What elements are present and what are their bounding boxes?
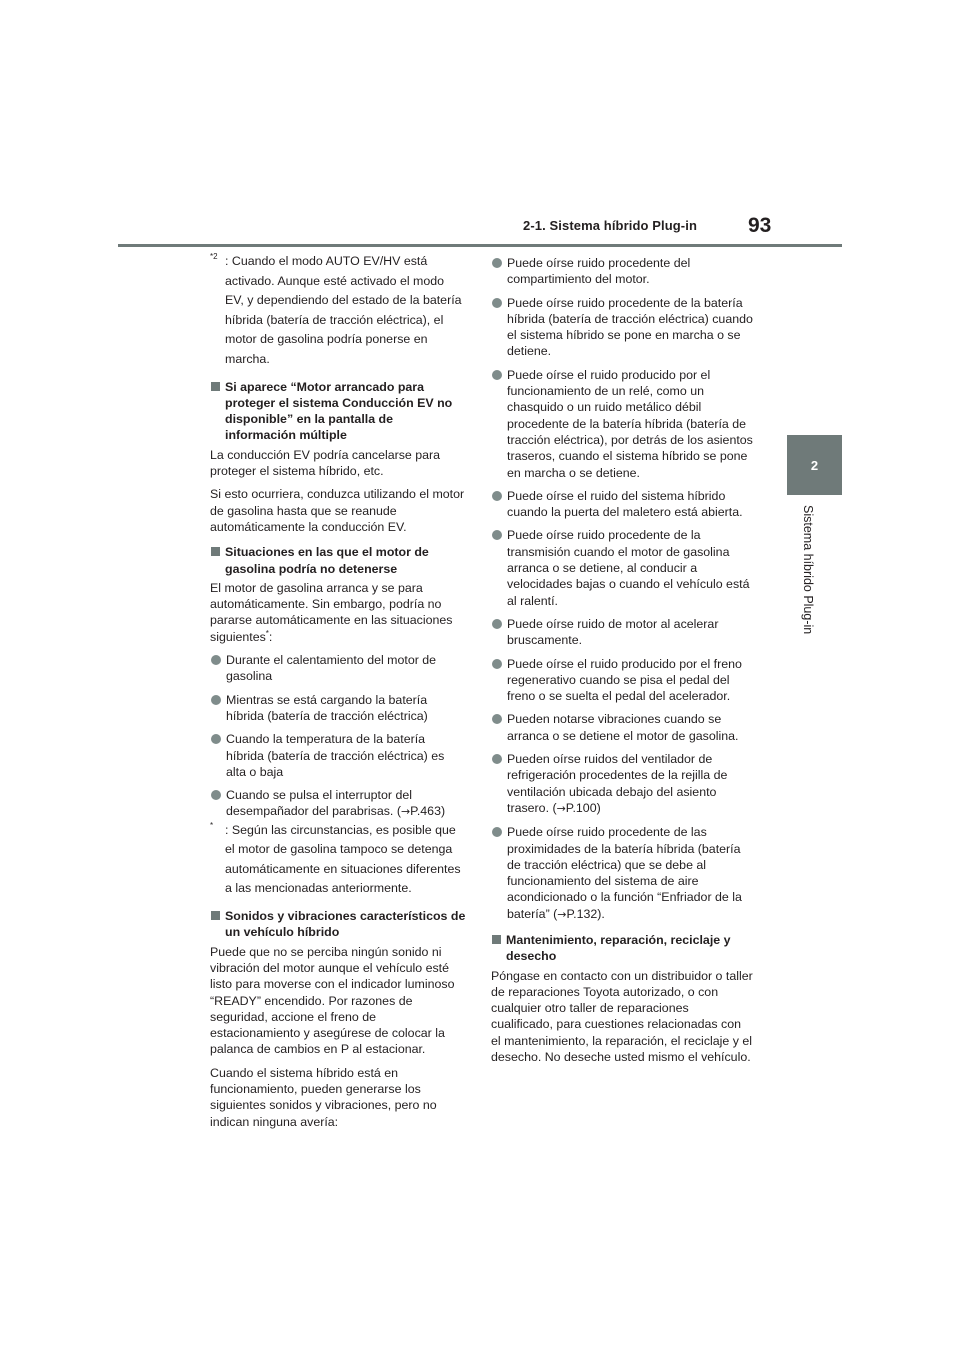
footnote-mark: * <box>210 820 214 830</box>
square-bullet-icon <box>211 911 220 920</box>
bullet-icon <box>492 298 502 308</box>
heading-engine-not-stop <box>210 544 466 577</box>
arrow-right-icon: → <box>556 801 566 815</box>
bullet-icon <box>492 714 502 724</box>
page-reference[interactable]: P.463) <box>410 804 446 819</box>
section-title: 2-1. Sistema híbrido Plug-in <box>523 218 697 233</box>
footnote-ref: * <box>265 628 269 638</box>
bullet-icon <box>211 695 221 705</box>
heading-text: Sonidos y vibraciones característicos de un vehículo híbrido <box>225 909 466 940</box>
heading-ev-cancelled <box>210 379 466 444</box>
left-column <box>210 252 466 1137</box>
bullet-icon <box>492 659 502 669</box>
paragraph: Puede que no se perciba ningún sonido ni vibración del motor aunque el vehículo esté listo para moverse con el indicador luminoso “READY” encendido. Por razones de seguridad, accione el freno de estacionamiento y asegúrese de colocar la palanca de cambios en P al estacionar. <box>210 944 455 1057</box>
heading-text: Situaciones en las que el motor de gasolina podría no detenerse <box>225 545 429 576</box>
footnote-text: : Cuando el modo AUTO EV/HV está activado. Aunque esté activado el modo EV, y dependiendo del estado de la batería híbrida (batería de tracción eléctrica), el motor de gasolina podría ponerse en marcha. <box>225 254 462 366</box>
list-item: Mientras se está cargando la batería híbrida (batería de tracción eléctrica) <box>210 692 466 725</box>
footnote-mark: *2 <box>210 251 218 261</box>
heading-text: Mantenimiento, reparación, reciclaje y desecho <box>506 932 731 964</box>
bullet-icon <box>492 754 502 764</box>
page-reference[interactable]: P.100) <box>565 800 601 815</box>
paragraph: Póngase en contacto con un distribuidor o taller de reparaciones Toyota autorizado, o con cualquier otro taller de reparaciones cualificado, para cuestiones relacionadas con el mantenimiento, la reparación, el reciclaje y el desecho. No deseche usted mismo el vehículo. <box>491 968 753 1065</box>
bullet-icon <box>492 530 502 540</box>
footnote-text: : Según las circunstancias, es posible que el motor de gasolina tampoco se detenga automáticamente en situaciones diferentes a las mencionadas anteriormente. <box>225 822 461 896</box>
arrow-right-icon: → <box>557 907 567 921</box>
list-item: Durante el calentamiento del motor de gasolina <box>210 652 466 685</box>
square-bullet-icon <box>492 935 501 944</box>
footnote-1 <box>210 821 466 899</box>
square-bullet-icon <box>211 547 220 556</box>
list-item: Puede oírse ruido procedente de la transmisión cuando el motor de gasolina arranca o se detiene, al conducir a velocidades bajas o cuando el vehículo está al ralentí. <box>491 527 753 608</box>
page-reference[interactable]: P.132). <box>566 906 605 921</box>
list-item: Pueden oírse ruidos del ventilador de refrigeración procedentes de la rejilla de ventilación ubicada debajo del asiento trasero. (→P.100) <box>491 751 753 817</box>
bullet-icon <box>492 370 502 380</box>
list-item: Puede oírse ruido procedente de la batería híbrida (batería de tracción eléctrica) cuando el sistema híbrido se pone en marcha o se detiene. <box>491 295 753 360</box>
paragraph: El motor de gasolina arranca y se para automáticamente. Sin embargo, podría no pararse automáticamente en las situaciones siguientes*: <box>210 580 453 644</box>
bullet-icon <box>492 258 502 268</box>
bullet-icon <box>211 790 221 800</box>
bullet-icon <box>211 734 221 744</box>
heading-maintenance <box>491 932 753 965</box>
heading-text: Si aparece “Motor arrancado para proteger el sistema Conducción EV no disponible” en la pantalla de información múltiple <box>225 379 453 443</box>
chapter-label: Sistema híbrido Plug-in <box>801 505 815 635</box>
page-number: 93 <box>748 214 772 237</box>
list-item: Puede oírse el ruido del sistema híbrido cuando la puerta del maletero está abierta. <box>491 488 753 521</box>
footnote-2 <box>210 252 466 370</box>
list-item: Puede oírse ruido procedente del compartimiento del motor. <box>491 255 753 288</box>
list-item: Puede oírse ruido procedente de las proximidades de la batería híbrida (batería de tracción eléctrica) que se debe al funcionamiento del sistema de aire acondicionado o la función “Enfriador de la batería” (→P.132). <box>491 824 753 923</box>
list-item: Cuando la temperatura de la batería híbrida (batería de tracción eléctrica) es alta o baja <box>210 731 466 780</box>
list-item: Puede oírse ruido de motor al acelerar bruscamente. <box>491 616 753 649</box>
paragraph: La conducción EV podría cancelarse para proteger el sistema híbrido, etc. <box>210 447 441 479</box>
paragraph: Si esto ocurriera, conduzca utilizando el motor de gasolina hasta que se reanude automáticamente la conducción EV. <box>210 487 465 534</box>
list-item: Pueden notarse vibraciones cuando se arranca o se detiene el motor de gasolina. <box>491 711 753 744</box>
square-bullet-icon <box>211 382 220 391</box>
paragraph: Cuando el sistema híbrido está en funcionamiento, pueden generarse los siguientes sonidos y vibraciones, pero no indican ninguna avería: <box>210 1065 437 1129</box>
bullet-icon <box>211 655 221 665</box>
list-item: Cuando se pulsa el interruptor del desempañador del parabrisas. (→P.463) <box>210 787 466 821</box>
right-column <box>491 252 753 1072</box>
bullet-icon <box>492 491 502 501</box>
bullet-icon <box>492 619 502 629</box>
chapter-number: 2 <box>810 457 819 473</box>
heading-sounds-vibrations <box>210 908 466 941</box>
arrow-right-icon: → <box>400 805 411 819</box>
list-item: Puede oírse el ruido producido por el funcionamiento de un relé, como un chasquido o un ruido metálico débil procedente de la batería híbrida (batería de tracción eléctrica), por detrás de los asientos traseros, cuando el sistema híbrido se pone en marcha o se detiene. <box>491 367 753 481</box>
header-divider <box>118 244 842 247</box>
bullet-icon <box>492 827 502 837</box>
list-item: Puede oírse el ruido producido por el freno regenerativo cuando se pisa el pedal del freno o se suelta el pedal del acelerador. <box>491 656 753 705</box>
chapter-tab[interactable] <box>787 435 842 495</box>
